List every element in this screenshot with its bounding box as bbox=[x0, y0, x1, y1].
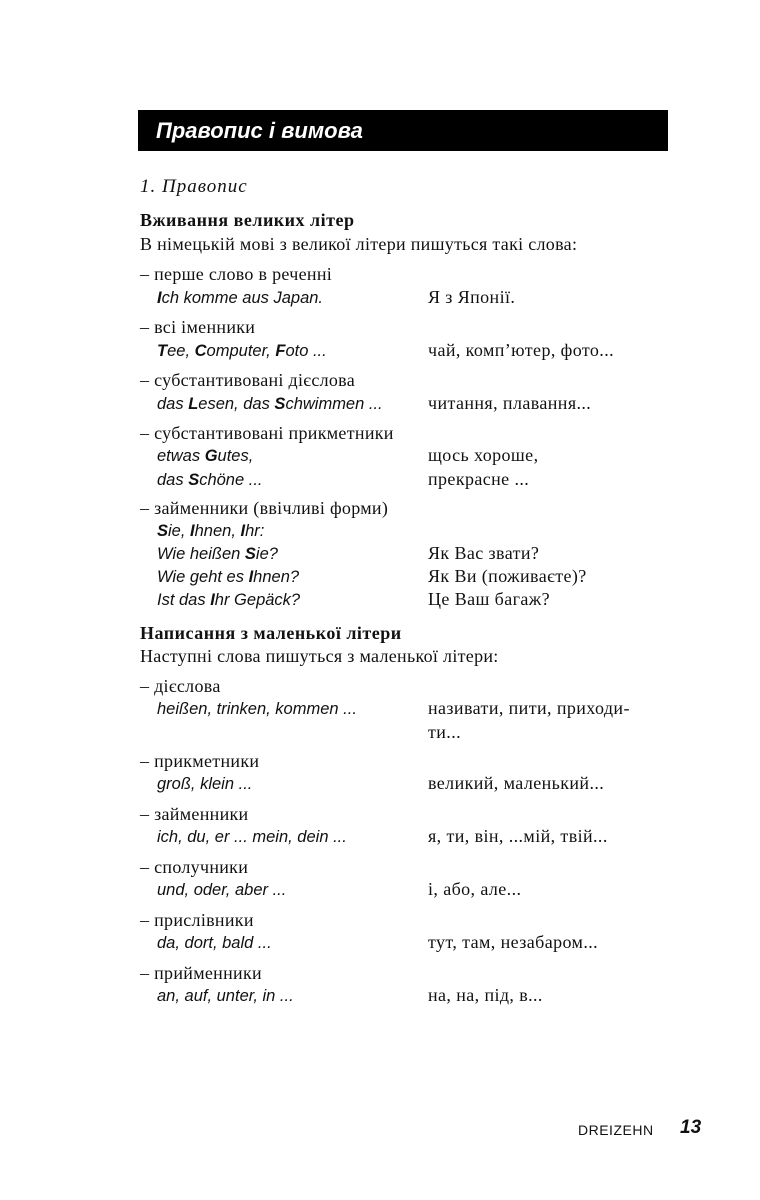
text-segment: chwimmen ... bbox=[285, 395, 383, 413]
ukrainian-translation: Це Ваш багаж? bbox=[428, 589, 550, 609]
ukrainian-translation: і, або, але... bbox=[428, 879, 522, 899]
category-pronouns: – займенники bbox=[140, 804, 249, 824]
german-example bbox=[157, 342, 327, 361]
german-example bbox=[157, 522, 264, 541]
german-example bbox=[157, 289, 323, 308]
text-segment: ee, bbox=[167, 342, 195, 360]
category-substantivized-adjectives: – субстантивовані прикметники bbox=[140, 423, 394, 443]
ukrainian-translation: прекрасне ... bbox=[428, 469, 530, 489]
capital-letter: S bbox=[244, 545, 256, 563]
text-segment: Wie geht es bbox=[157, 568, 249, 586]
text-segment: hr Gepäck? bbox=[214, 591, 301, 609]
category-adverbs: – прислівники bbox=[140, 910, 254, 930]
german-example bbox=[157, 545, 278, 564]
text-segment: ie, bbox=[168, 522, 191, 540]
ukrainian-translation: щось хороше, bbox=[428, 445, 539, 465]
ukrainian-translation-continued: ти... bbox=[428, 722, 461, 742]
german-example: da, dort, bald ... bbox=[157, 934, 272, 952]
capital-letter: I bbox=[240, 522, 246, 540]
upper-intro: В німецькій мові з великої літери пишуться такі слова: bbox=[140, 234, 578, 254]
ukrainian-translation: на, на, під, в... bbox=[428, 985, 543, 1005]
page-number-word: DREIZEHN bbox=[578, 1122, 654, 1138]
category-verbs: – дієслова bbox=[140, 676, 221, 696]
capital-letter: S bbox=[274, 395, 286, 413]
capital-letter: S bbox=[188, 471, 200, 489]
german-example bbox=[157, 591, 300, 610]
capital-letter: S bbox=[157, 522, 169, 540]
lower-intro: Наступні слова пишуться з маленької літери: bbox=[140, 646, 499, 666]
category-first-word: – перше слово в реченні bbox=[140, 264, 333, 284]
ukrainian-translation: Як Вас звати? bbox=[428, 543, 540, 563]
category-substantivized-verbs: – субстантивовані дієслова bbox=[140, 370, 356, 390]
text-segment: etwas bbox=[157, 447, 205, 465]
text-segment: ie? bbox=[255, 545, 278, 563]
capital-letter: L bbox=[188, 395, 199, 413]
capital-letter: I bbox=[210, 591, 215, 609]
category-adjectives: – прикметники bbox=[140, 751, 260, 771]
german-example: heißen, trinken, kommen ... bbox=[157, 700, 357, 718]
german-example bbox=[157, 395, 383, 414]
german-example: an, auf, unter, in ... bbox=[157, 987, 294, 1005]
german-example bbox=[157, 471, 263, 490]
german-example bbox=[157, 568, 299, 587]
capital-letter: G bbox=[204, 447, 218, 465]
capital-letter: C bbox=[194, 342, 207, 360]
text-segment: hnen? bbox=[253, 568, 300, 586]
capital-letter: I bbox=[157, 289, 162, 307]
text-segment: omputer, bbox=[206, 342, 276, 360]
text-segment: ch komme aus Japan. bbox=[161, 289, 324, 307]
lower-heading: Написання з маленької літери bbox=[140, 623, 402, 643]
text-segment: utes, bbox=[217, 447, 254, 465]
text-segment: das bbox=[157, 471, 189, 489]
category-prepositions: – прийменники bbox=[140, 963, 262, 983]
ukrainian-translation: я, ти, він, ...мій, твій... bbox=[428, 826, 608, 846]
text-segment: chöne ... bbox=[199, 471, 263, 489]
page-number: 13 bbox=[680, 1117, 702, 1138]
ukrainian-translation: Як Ви (поживаєте)? bbox=[428, 566, 587, 586]
text-segment: hnen, bbox=[194, 522, 241, 540]
ukrainian-translation: чай, комп’ютер, фото... bbox=[428, 340, 615, 360]
capital-letter: F bbox=[275, 342, 286, 360]
german-example: und, oder, aber ... bbox=[157, 881, 287, 899]
capital-letter: I bbox=[248, 568, 254, 586]
ukrainian-translation: тут, там, незабаром... bbox=[428, 932, 599, 952]
text-segment: oto ... bbox=[285, 342, 327, 360]
german-example: ich, du, er ... mein, dein ... bbox=[157, 828, 347, 846]
category-polite-pronouns: – займенники (ввічливі форми) bbox=[140, 498, 389, 518]
text-segment: Ist das bbox=[157, 591, 211, 609]
section-title: 1. Правопис bbox=[140, 176, 248, 197]
ukrainian-translation: читання, плавання... bbox=[428, 393, 592, 413]
ukrainian-translation: Я з Японії. bbox=[428, 287, 516, 307]
text-segment: das bbox=[157, 395, 189, 413]
category-nouns: – всі іменники bbox=[140, 317, 256, 337]
chapter-banner: Правопис і вимова bbox=[138, 110, 668, 151]
german-example bbox=[157, 447, 253, 466]
text-segment: esen, das bbox=[198, 395, 275, 413]
german-example: groß, klein ... bbox=[157, 775, 253, 793]
ukrainian-translation: великий, маленький... bbox=[428, 773, 605, 793]
upper-heading: Вживання великих літер bbox=[140, 210, 355, 230]
capital-letter: I bbox=[190, 522, 195, 540]
capital-letter: T bbox=[157, 342, 168, 360]
category-conjunctions: – сполучники bbox=[140, 857, 249, 877]
text-segment: Wie heißen bbox=[157, 545, 245, 563]
text-segment: hr: bbox=[245, 522, 265, 540]
ukrainian-translation: називати, пити, приходи- bbox=[428, 698, 630, 718]
